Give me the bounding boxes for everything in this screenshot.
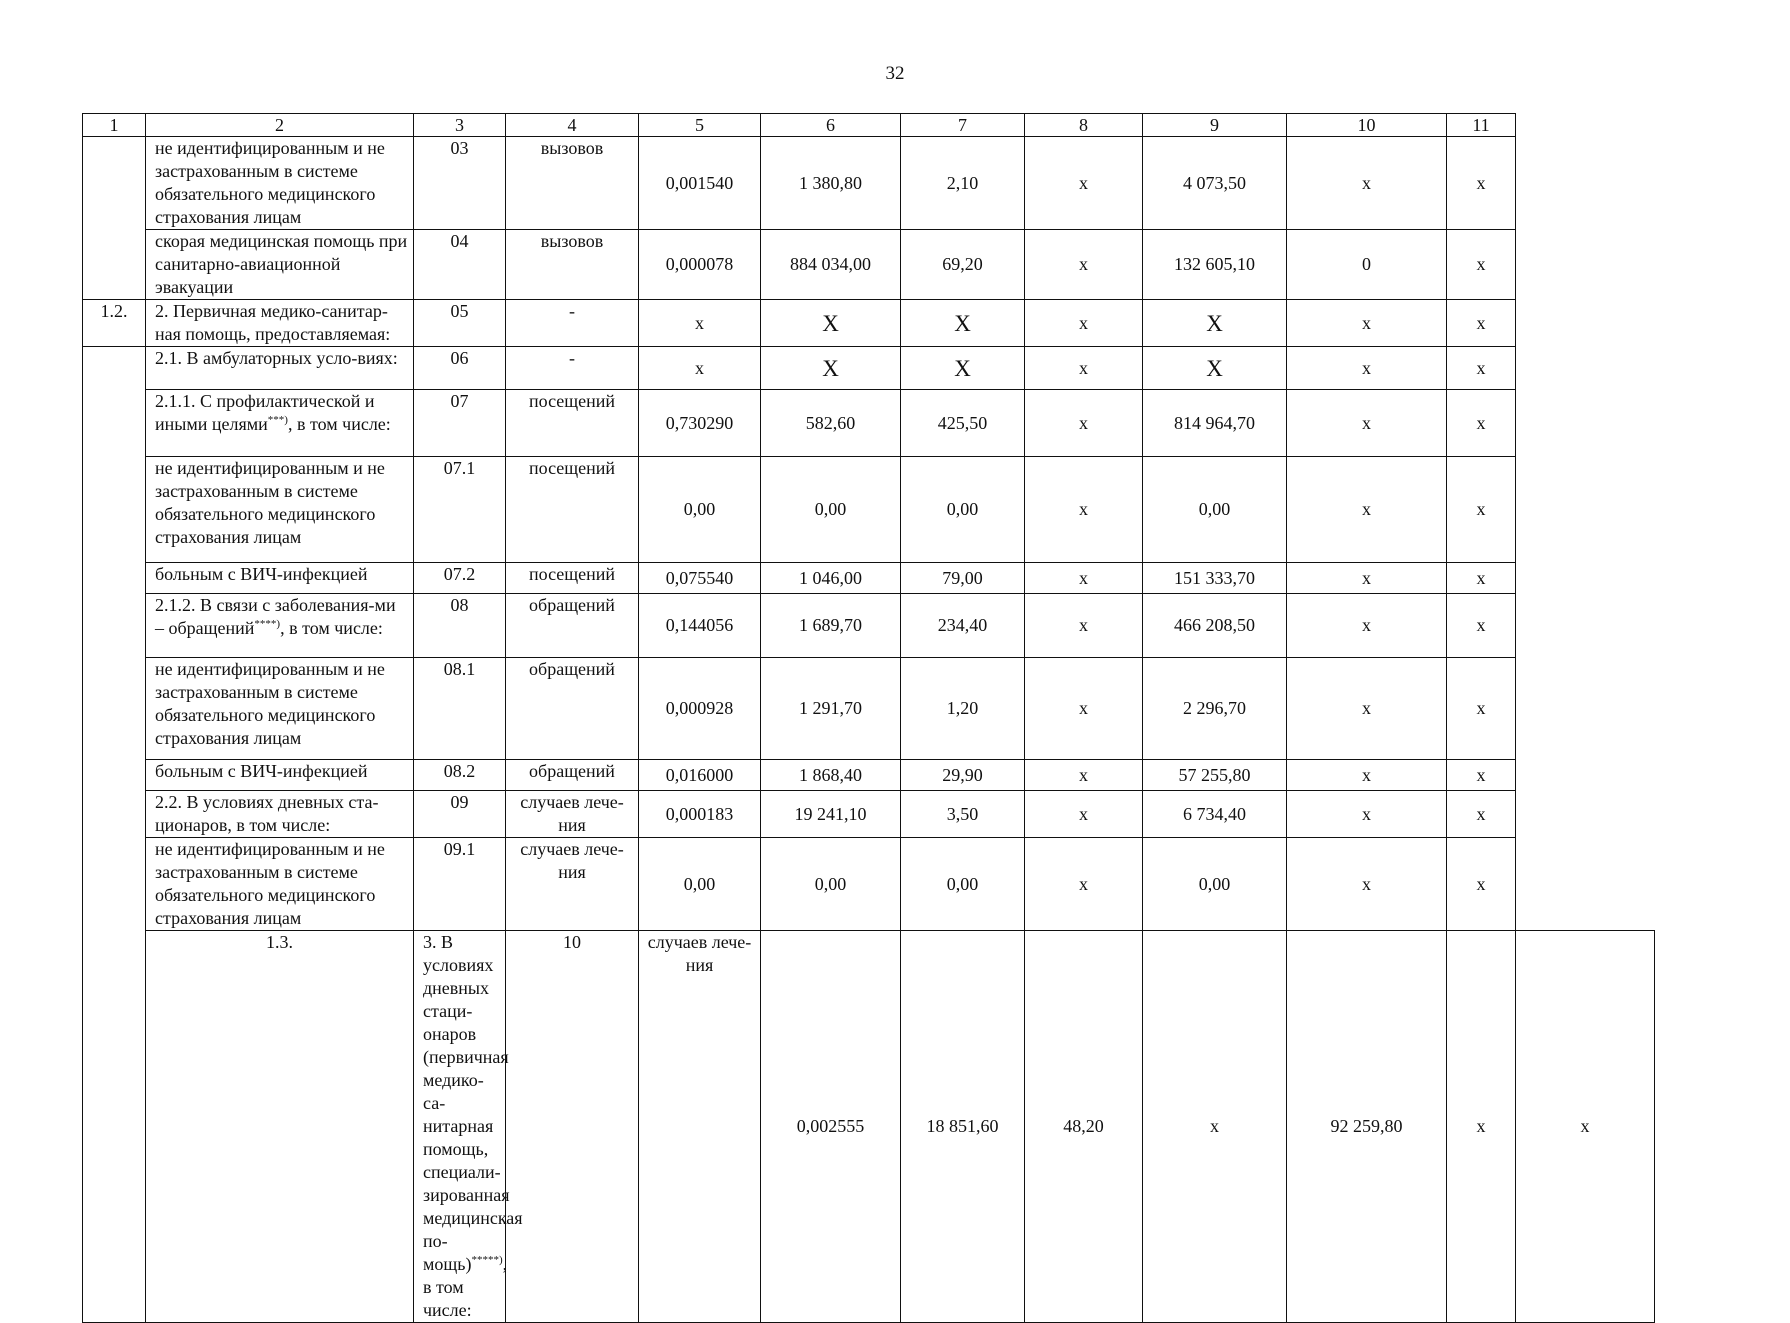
value-cell-5: 0,730290 [639, 390, 761, 457]
value-cell-8: х [1025, 563, 1143, 594]
value-cell-6: 19 241,10 [761, 791, 901, 838]
value-cell-6: 18 851,60 [901, 931, 1025, 1323]
indicator-name-cell [414, 931, 523, 1323]
indicator-name: больным с ВИЧ-инфекцией [155, 761, 368, 781]
value-cell-7: 48,20 [1025, 931, 1143, 1323]
unit-cell: посещений [506, 390, 639, 457]
indicator-name: 2.1.1. С профилактической и иными целями [155, 391, 375, 434]
header-cell: 9 [1143, 114, 1287, 137]
table-row [83, 791, 1655, 838]
indicator-name: больным с ВИЧ-инфекцией [155, 564, 368, 584]
indicator-name-cell [146, 760, 414, 791]
indicator-name: не идентифицированным и не застрахованным в системе обязательного медицинского страхования лицам [155, 138, 385, 227]
unit-cell: - [506, 347, 639, 390]
value-cell-11: х [1447, 594, 1516, 658]
value-cell-8: х [1025, 791, 1143, 838]
indicator-name-cell [146, 594, 414, 658]
value-cell-9: 6 734,40 [1143, 791, 1287, 838]
table-row [83, 563, 1655, 594]
value-cell-11: х [1447, 658, 1516, 760]
indicator-name-suffix: , в том числе: [280, 618, 383, 638]
value-cell-9: 814 964,70 [1143, 390, 1287, 457]
indicator-name: 2.2. В условиях дневных ста-ционаров, в том числе: [155, 792, 379, 835]
value-cell-11: х [1447, 838, 1516, 931]
value-cell-8: х [1025, 457, 1143, 563]
value-cell-6: 1 380,80 [761, 137, 901, 230]
indicator-name: 2.1.2. В связи с заболевания-ми – обращений [155, 595, 396, 638]
header-cell: 8 [1025, 114, 1143, 137]
header-cell: 5 [639, 114, 761, 137]
value-cell-5: х [639, 300, 761, 347]
row-code-cell: 10 [506, 931, 639, 1323]
row-code-cell: 08.1 [414, 658, 506, 760]
value-cell-10: х [1287, 838, 1447, 931]
value-cell-10: х [1287, 594, 1447, 658]
table-row [83, 390, 1655, 457]
row-code-cell: 04 [414, 230, 506, 300]
row-number-cell: 1.3. [146, 931, 414, 1323]
header-cell: 11 [1447, 114, 1516, 137]
indicator-name-cell [146, 791, 414, 838]
value-cell-5: 0,002555 [761, 931, 901, 1323]
value-cell-10: х [1287, 300, 1447, 347]
value-cell-7: 0,00 [901, 457, 1025, 563]
table-row [83, 760, 1655, 791]
page-number: 32 [885, 63, 905, 84]
value-cell-6: 1 291,70 [761, 658, 901, 760]
row-code-cell: 07 [414, 390, 506, 457]
header-cell: 1 [83, 114, 146, 137]
indicator-name: не идентифицированным и не застрахованным в системе обязательного медицинского страхования лицам [155, 458, 385, 547]
value-cell-7: 234,40 [901, 594, 1025, 658]
unit-cell: посещений [506, 563, 639, 594]
value-cell-11: х [1447, 137, 1516, 230]
indicator-name-cell [146, 300, 414, 347]
value-cell-10: х [1447, 931, 1516, 1323]
indicator-name: 2. Первичная медико-санитар-ная помощь, предоставляемая: [155, 301, 391, 344]
value-cell-10: 0 [1287, 230, 1447, 300]
header-cell: 4 [506, 114, 639, 137]
indicator-name: скорая медицинская помощь при санитарно-авиационной эвакуации [155, 231, 408, 297]
value-cell-10: х [1287, 791, 1447, 838]
footnote-marker: *****) [471, 1254, 503, 1266]
indicator-name-suffix: , в том числе: [287, 414, 391, 434]
value-cell-10: х [1287, 347, 1447, 390]
value-cell-10: х [1287, 137, 1447, 230]
header-cell: 7 [901, 114, 1025, 137]
value-cell-7: Х [901, 347, 1025, 390]
value-cell-8: х [1025, 300, 1143, 347]
row-code-cell: 08.2 [414, 760, 506, 791]
value-cell-9: 0,00 [1143, 457, 1287, 563]
value-cell-6: 1 689,70 [761, 594, 901, 658]
value-cell-11: х [1447, 457, 1516, 563]
value-cell-9: Х [1143, 300, 1287, 347]
value-cell-6: 884 034,00 [761, 230, 901, 300]
value-cell-11: х [1516, 931, 1655, 1323]
value-cell-8: х [1025, 137, 1143, 230]
value-cell-6: Х [761, 300, 901, 347]
unit-cell: посещений [506, 457, 639, 563]
value-cell-11: х [1447, 760, 1516, 791]
row-code-cell: 07.1 [414, 457, 506, 563]
value-cell-6: 1 868,40 [761, 760, 901, 791]
value-cell-6: Х [761, 347, 901, 390]
footnote-marker: ****) [254, 618, 281, 630]
value-cell-6: 0,00 [761, 457, 901, 563]
value-cell-5: 0,144056 [639, 594, 761, 658]
value-cell-11: х [1447, 347, 1516, 390]
value-cell-8: х [1025, 760, 1143, 791]
table-row [83, 931, 1655, 1323]
value-cell-7: 0,00 [901, 838, 1025, 931]
indicator-name: не идентифицированным и не застрахованным в системе обязательного медицинского страхования лицам [155, 659, 385, 748]
unit-cell: случаев лече-ния [506, 791, 639, 838]
row-number-cell [83, 347, 146, 1323]
value-cell-5: 0,075540 [639, 563, 761, 594]
value-cell-7: 29,90 [901, 760, 1025, 791]
value-cell-11: х [1447, 300, 1516, 347]
value-cell-7: 79,00 [901, 563, 1025, 594]
value-cell-8: х [1025, 838, 1143, 931]
value-cell-11: х [1447, 390, 1516, 457]
table-row [83, 594, 1655, 658]
unit-cell: обращений [506, 658, 639, 760]
value-cell-8: х [1025, 390, 1143, 457]
indicator-name-cell [146, 390, 414, 457]
value-cell-5: 0,00 [639, 838, 761, 931]
value-cell-6: 0,00 [761, 838, 901, 931]
value-cell-8: х [1025, 347, 1143, 390]
value-cell-7: 69,20 [901, 230, 1025, 300]
value-cell-8: х [1025, 594, 1143, 658]
table-row [83, 658, 1655, 760]
value-cell-8: х [1025, 658, 1143, 760]
row-code-cell: 03 [414, 137, 506, 230]
value-cell-7: 1,20 [901, 658, 1025, 760]
indicator-name-cell [146, 563, 414, 594]
value-cell-5: 0,000928 [639, 658, 761, 760]
value-cell-5: 0,001540 [639, 137, 761, 230]
value-cell-9: 151 333,70 [1143, 563, 1287, 594]
value-cell-10: х [1287, 390, 1447, 457]
header-row [83, 114, 1655, 137]
unit-cell: случаев лече-ния [639, 931, 761, 1323]
indicator-name-suffix: , в том числе: [423, 1254, 508, 1320]
unit-cell: случаев лече-ния [506, 838, 639, 931]
unit-cell: вызовов [506, 230, 639, 300]
table-row [83, 300, 1655, 347]
unit-cell: обращений [506, 760, 639, 791]
table-row [83, 137, 1655, 230]
value-cell-9: 2 296,70 [1143, 658, 1287, 760]
header-cell: 6 [761, 114, 901, 137]
indicator-name: 3. В условиях дневных стаци-онаров (первичная медико-са-нитарная помощь, специали-зированная медицинская по-мощь) [423, 932, 523, 1274]
value-cell-10: х [1287, 457, 1447, 563]
value-cell-10: х [1287, 658, 1447, 760]
table-row [83, 230, 1655, 300]
value-cell-6: 1 046,00 [761, 563, 901, 594]
row-code-cell: 09 [414, 791, 506, 838]
value-cell-9: 57 255,80 [1143, 760, 1287, 791]
value-cell-5: 0,000183 [639, 791, 761, 838]
value-cell-5: х [639, 347, 761, 390]
indicator-name-cell [146, 347, 414, 390]
value-cell-5: 0,00 [639, 457, 761, 563]
unit-cell: обращений [506, 594, 639, 658]
table-row [83, 457, 1655, 563]
row-code-cell: 07.2 [414, 563, 506, 594]
value-cell-9: 0,00 [1143, 838, 1287, 931]
row-code-cell: 05 [414, 300, 506, 347]
indicator-name: 2.1. В амбулаторных усло-виях: [155, 348, 398, 368]
row-code-cell: 06 [414, 347, 506, 390]
value-cell-5: 0,000078 [639, 230, 761, 300]
indicator-name-cell [146, 230, 414, 300]
header-cell: 10 [1287, 114, 1447, 137]
indicator-name-cell [146, 137, 414, 230]
value-cell-11: х [1447, 791, 1516, 838]
value-cell-7: 2,10 [901, 137, 1025, 230]
value-cell-9: 92 259,80 [1287, 931, 1447, 1323]
value-cell-10: х [1287, 760, 1447, 791]
unit-cell: вызовов [506, 137, 639, 230]
indicator-name-cell [146, 838, 414, 931]
value-cell-7: Х [901, 300, 1025, 347]
unit-cell: - [506, 300, 639, 347]
value-cell-9: 132 605,10 [1143, 230, 1287, 300]
header-cell: 2 [146, 114, 414, 137]
footnote-marker: ***) [267, 414, 288, 426]
indicator-name: не идентифицированным и не застрахованным в системе обязательного медицинского страхования лицам [155, 839, 385, 928]
value-cell-8: х [1025, 230, 1143, 300]
value-cell-5: 0,016000 [639, 760, 761, 791]
value-cell-9: Х [1143, 347, 1287, 390]
value-cell-11: х [1447, 563, 1516, 594]
header-cell: 3 [414, 114, 506, 137]
value-cell-9: 4 073,50 [1143, 137, 1287, 230]
value-cell-7: 3,50 [901, 791, 1025, 838]
table-row [83, 838, 1655, 931]
value-cell-6: 582,60 [761, 390, 901, 457]
value-cell-11: х [1447, 230, 1516, 300]
indicator-name-cell [146, 658, 414, 760]
row-number-cell: 1.2. [83, 300, 146, 347]
table-row [83, 347, 1655, 390]
value-cell-8: х [1143, 931, 1287, 1323]
tariff-table [82, 113, 1655, 1323]
row-code-cell: 09.1 [414, 838, 506, 931]
value-cell-9: 466 208,50 [1143, 594, 1287, 658]
value-cell-10: х [1287, 563, 1447, 594]
indicator-name-cell [146, 457, 414, 563]
value-cell-7: 425,50 [901, 390, 1025, 457]
row-code-cell: 08 [414, 594, 506, 658]
row-number-cell [83, 137, 146, 300]
